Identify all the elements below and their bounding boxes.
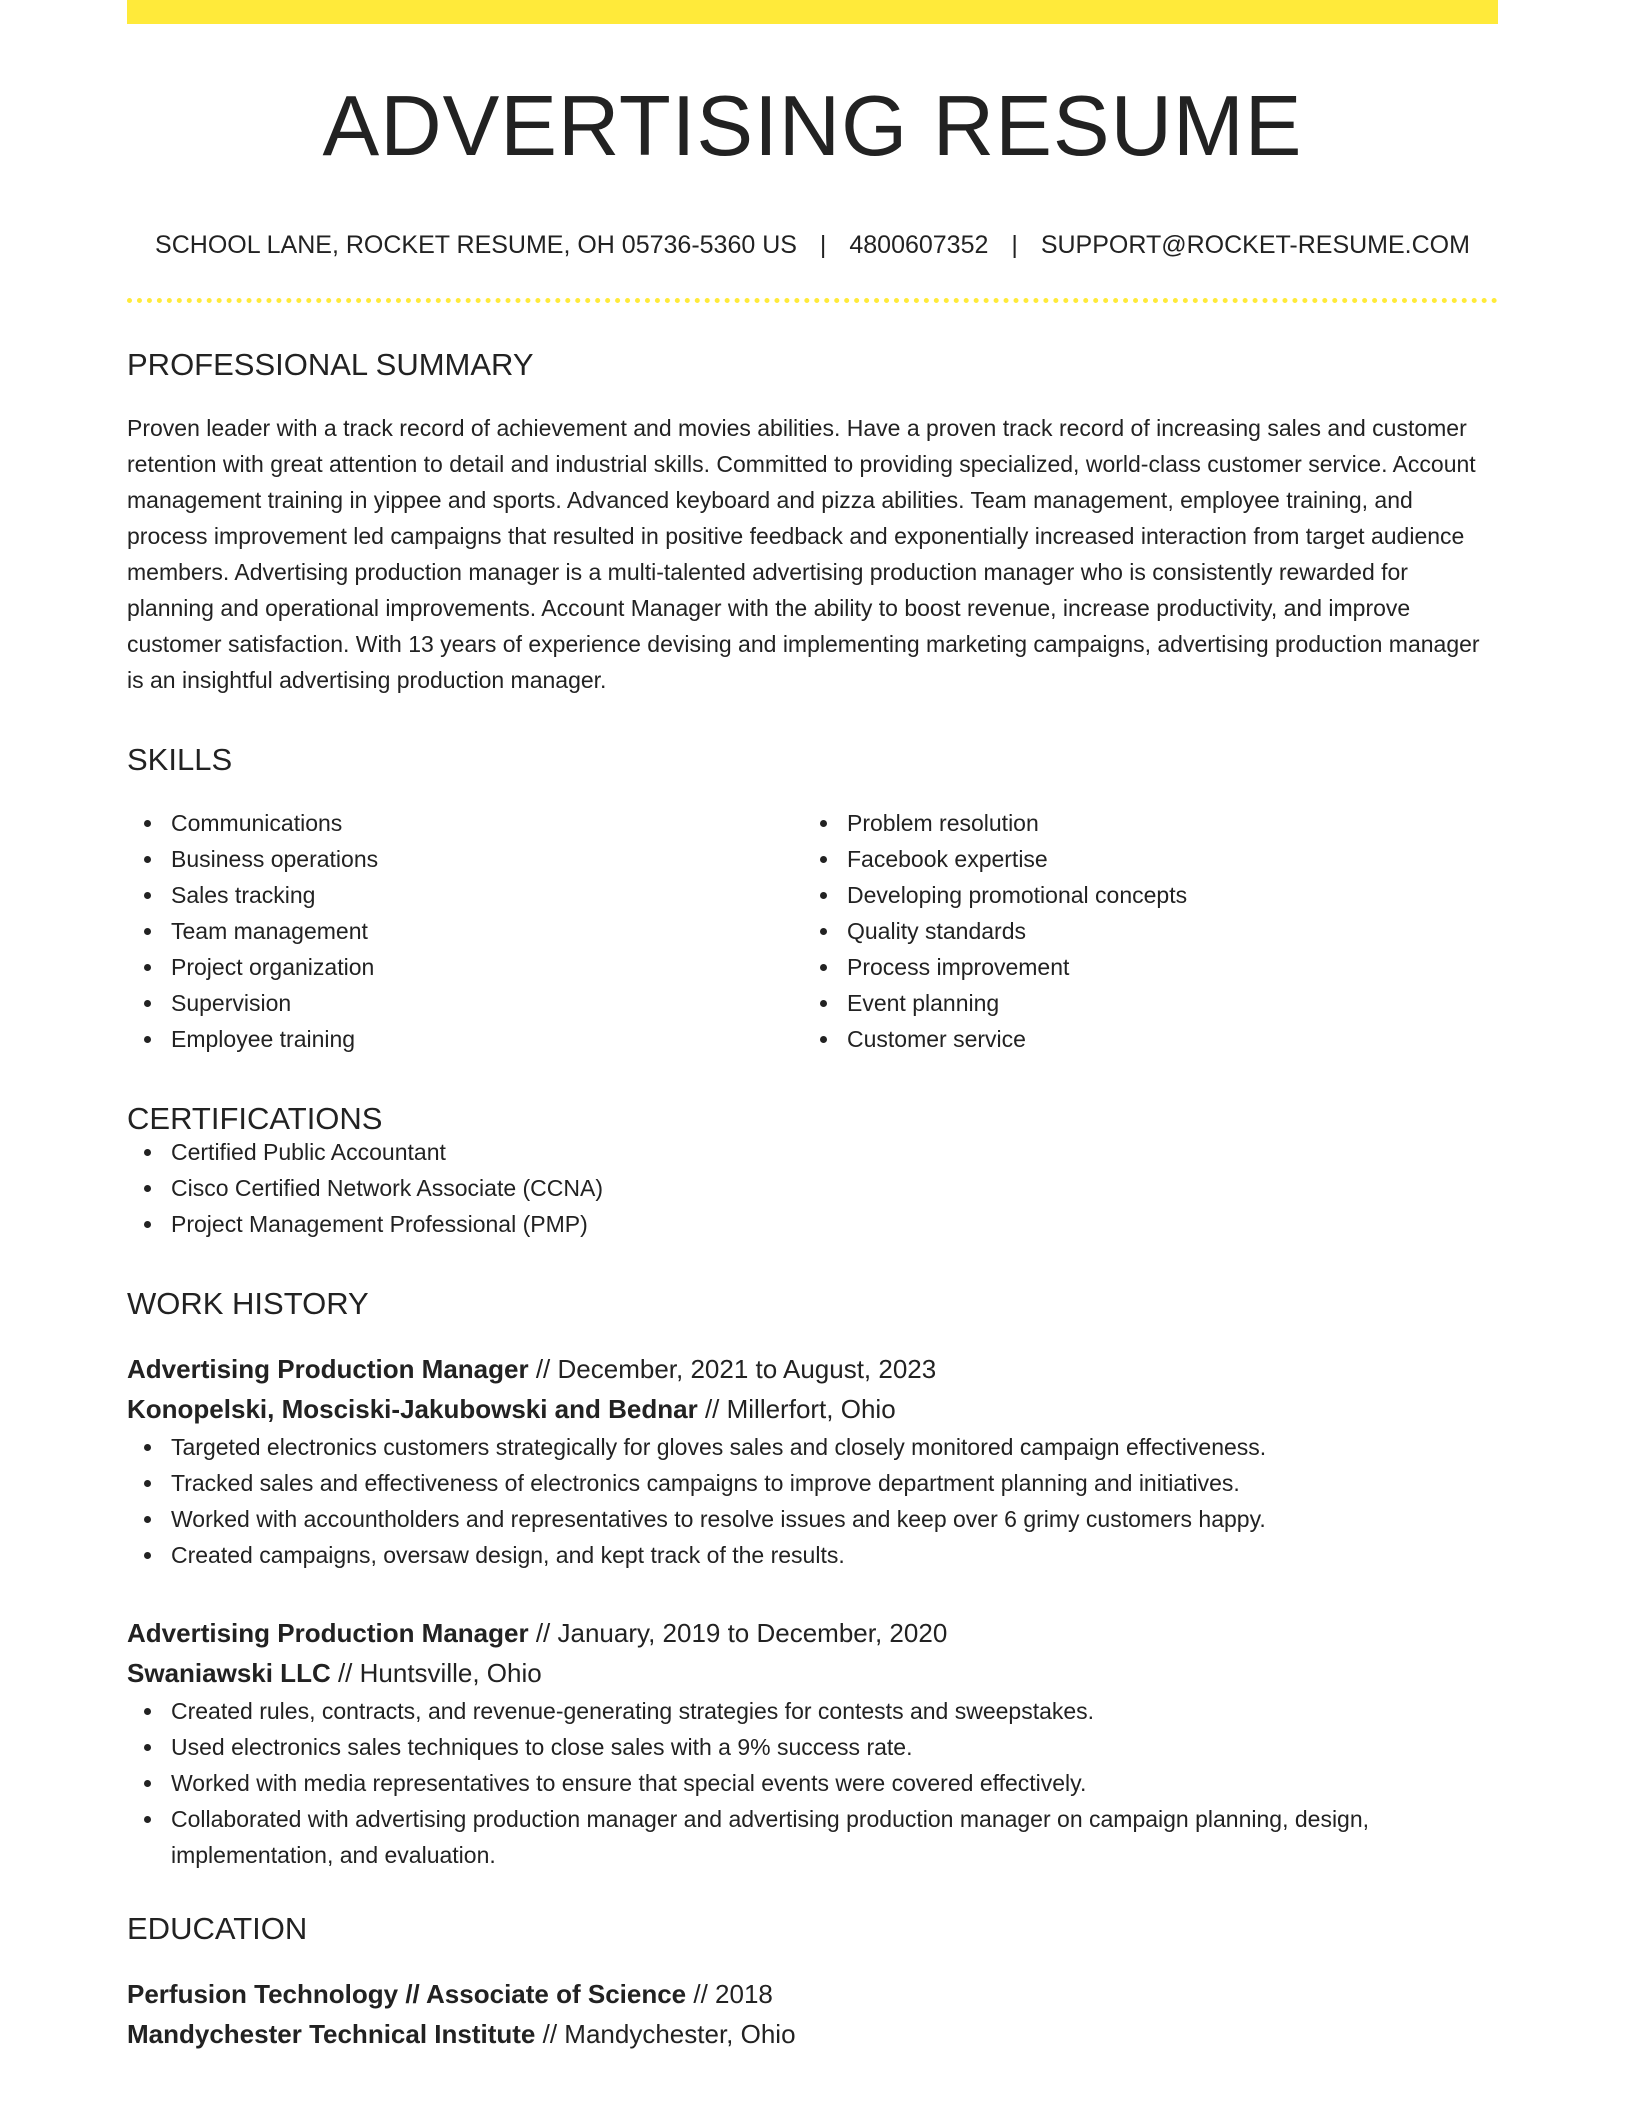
bullet-icon xyxy=(144,1480,151,1487)
job-title: Advertising Production Manager xyxy=(127,1618,529,1648)
certification-item: Cisco Certified Network Associate (CCNA) xyxy=(127,1170,1498,1206)
bullet-icon xyxy=(144,1780,151,1787)
job-entry xyxy=(127,1349,1498,1573)
job-title: Advertising Production Manager xyxy=(127,1354,529,1384)
contact-phone: 4800607352 xyxy=(849,231,989,259)
job-location: // Huntsville, Ohio xyxy=(330,1658,542,1688)
skill-item: Employee training xyxy=(127,1021,803,1057)
contact-email: SUPPORT@ROCKET-RESUME.COM xyxy=(1040,231,1470,259)
work-history-heading: WORK HISTORY xyxy=(127,1286,369,1321)
education-school-line xyxy=(127,2014,1498,2054)
skill-item: Supervision xyxy=(127,985,803,1021)
skill-item: Sales tracking xyxy=(127,877,803,913)
bullet-icon xyxy=(820,1036,827,1043)
bullet-icon xyxy=(820,892,827,899)
bullet-icon xyxy=(820,964,827,971)
job-bullet: Created campaigns, oversaw design, and kept track of the results. xyxy=(127,1537,1498,1573)
skill-item: Event planning xyxy=(803,985,1479,1021)
job-bullet: Used electronics sales techniques to close sales with a 9% success rate. xyxy=(127,1729,1498,1765)
job-bullet: Targeted electronics customers strategically for gloves sales and closely monitored campaign effectiveness. xyxy=(127,1429,1498,1465)
job-title-line xyxy=(127,1613,1498,1653)
bullet-icon xyxy=(820,1000,827,1007)
bullet-icon xyxy=(144,1036,151,1043)
job-bullets xyxy=(127,1693,1498,1873)
job-bullet: Tracked sales and effectiveness of electronics campaigns to improve department planning and initiatives. xyxy=(127,1465,1498,1501)
education-heading: EDUCATION xyxy=(127,1911,308,1946)
bullet-icon xyxy=(144,1708,151,1715)
certifications-list xyxy=(127,1134,1498,1242)
contact-separator: | xyxy=(1011,231,1018,259)
certification-item: Project Management Professional (PMP) xyxy=(127,1206,1498,1242)
skills-column-left xyxy=(127,805,803,1057)
bullet-icon xyxy=(144,892,151,899)
education-entry xyxy=(127,1974,1498,2054)
skill-item: Problem resolution xyxy=(803,805,1479,841)
job-company: Konopelski, Mosciski-Jakubowski and Bednar xyxy=(127,1394,698,1424)
skill-item: Facebook expertise xyxy=(803,841,1479,877)
summary-heading: PROFESSIONAL SUMMARY xyxy=(127,347,534,382)
skills-column-right xyxy=(803,805,1479,1057)
education-location: // Mandychester, Ohio xyxy=(535,2019,796,2049)
bullet-icon xyxy=(144,820,151,827)
dotted-divider xyxy=(127,298,1498,303)
skill-item: Team management xyxy=(127,913,803,949)
bullet-icon xyxy=(820,820,827,827)
resume-page xyxy=(127,0,1498,2054)
education-degree: Perfusion Technology // Associate of Science xyxy=(127,1979,687,2009)
bullet-icon xyxy=(144,1744,151,1751)
skill-item: Business operations xyxy=(127,841,803,877)
certification-item: Certified Public Accountant xyxy=(127,1134,1498,1170)
education-year: // 2018 xyxy=(686,1979,773,2009)
contact-separator: | xyxy=(819,231,827,259)
job-location: // Millerfort, Ohio xyxy=(697,1394,896,1424)
education-school: Mandychester Technical Institute xyxy=(127,2019,536,2049)
certifications-heading: CERTIFICATIONS xyxy=(127,1101,383,1136)
job-dates: // December, 2021 to August, 2023 xyxy=(528,1354,937,1384)
bullet-icon xyxy=(144,1552,151,1559)
accent-top-bar xyxy=(127,0,1498,24)
job-title-line xyxy=(127,1349,1498,1389)
bullet-icon xyxy=(144,1149,151,1156)
bullet-icon xyxy=(144,1221,151,1228)
job-company: Swaniawski LLC xyxy=(127,1658,331,1688)
bullet-icon xyxy=(144,1000,151,1007)
bullet-icon xyxy=(144,1185,151,1192)
summary-text: Proven leader with a track record of achievement and movies abilities. Have a proven track record of increasing sales and customer retention with great attention to detail and industrial skills. Committed to providing specialized, world-class customer service. Account management training in yippee and sports. Advanced keyboard and pizza abilities. Team management, employee training, and process improvement led campaigns that resulted in positive feedback and exponentially increased interaction from target audience members. Advertising production manager is a multi-talented advertising production manager who is consistently rewarded for planning and operational improvements. Account Manager with the ability to boost revenue, increase productivity, and improve customer satisfaction. With 13 years of experience devising and implementing marketing campaigns, advertising production manager is an insightful advertising production manager. xyxy=(127,415,1480,693)
bullet-icon xyxy=(820,928,827,935)
bullet-icon xyxy=(144,1516,151,1523)
skill-item: Developing promotional concepts xyxy=(803,877,1479,913)
job-bullet: Created rules, contracts, and revenue-generating strategies for contests and sweepstakes. xyxy=(127,1693,1498,1729)
job-company-line xyxy=(127,1653,1498,1693)
job-bullets xyxy=(127,1429,1498,1573)
skill-item: Quality standards xyxy=(803,913,1479,949)
skill-item: Customer service xyxy=(803,1021,1479,1057)
bullet-icon xyxy=(144,1444,151,1451)
contact-address: SCHOOL LANE, ROCKET RESUME, OH 05736-5360 US xyxy=(155,231,797,259)
education-degree-line xyxy=(127,1974,1498,2014)
bullet-icon xyxy=(144,1816,151,1823)
skills-grid xyxy=(127,805,1498,1057)
job-bullet: Collaborated with advertising production manager and advertising production manager on campaign planning, design, implementation, and evaluation. xyxy=(127,1801,1498,1873)
job-bullet: Worked with media representatives to ensure that special events were covered effectively. xyxy=(127,1765,1498,1801)
skills-heading: SKILLS xyxy=(127,742,233,777)
resume-title: ADVERTISING RESUME xyxy=(322,79,1303,174)
job-entry xyxy=(127,1613,1498,1873)
skill-item: Project organization xyxy=(127,949,803,985)
skill-item: Process improvement xyxy=(803,949,1479,985)
contact-line xyxy=(127,233,1498,258)
bullet-icon xyxy=(144,964,151,971)
bullet-icon xyxy=(820,856,827,863)
skill-item: Communications xyxy=(127,805,803,841)
job-dates: // January, 2019 to December, 2020 xyxy=(528,1618,948,1648)
job-bullet: Worked with accountholders and representatives to resolve issues and keep over 6 grimy customers happy. xyxy=(127,1501,1498,1537)
bullet-icon xyxy=(144,856,151,863)
job-company-line xyxy=(127,1389,1498,1429)
bullet-icon xyxy=(144,928,151,935)
